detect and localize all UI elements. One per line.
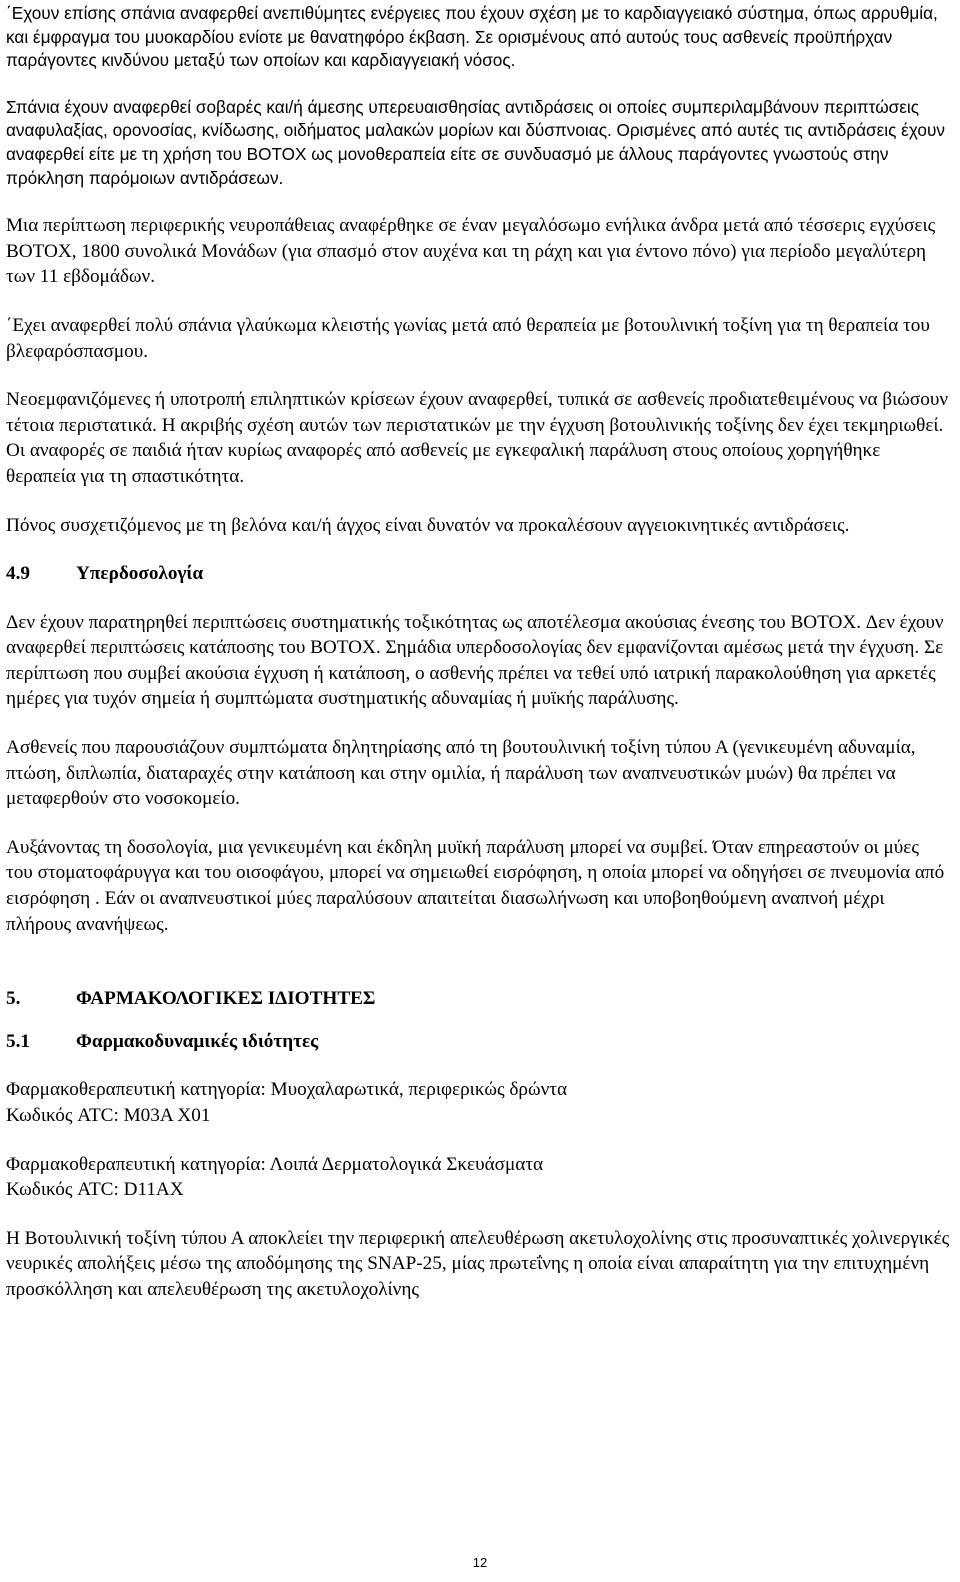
paragraph-needle-pain: Πόνος συσχετιζόμενος με τη βελόνα και/ή άγχος είναι δυνατόν να προκαλέσουν αγγειοκινητικές αντιδράσεις.	[6, 514, 850, 536]
section-heading-5-1	[6, 1029, 950, 1055]
section-title: ΦΑΡΜΑΚΟΛΟΓΙΚΕΣ ΙΔΙΟΤΗΤΕΣ	[76, 988, 376, 1010]
paragraph-dosage-increase: Αυξάνοντας τη δοσολογία, μια γενικευμένη και έκδηλη μυϊκή παράλυση μπορεί να συμβεί. Όταν επηρεαστούν οι μύες του στοματοφάρυγγα και του οισοφάγου, μπορεί να σημειωθεί εισρόφηση, η οποία μπορεί να οδηγήσει σε πνευμονία από εισρόφηση . Εάν οι αναπνευστικοί μύες παραλύσουν απαιτείται διασωλήνωση και υποβοηθούμενη αναπνοή μέχρι πλήρους ανανήψεως.	[6, 836, 945, 935]
section-number: 5.1	[6, 1030, 30, 1052]
pharmacotherapeutic-group: Φαρμακοθεραπευτική κατηγορία: Λοιπά Δερματολογικά Σκευάσματα	[6, 1153, 544, 1175]
paragraph-poisoning-symptoms: Ασθενείς που παρουσιάζουν συμπτώματα δηλητηρίασης από τη βουτουλινική τοξίνη τύπου Α (γενικευμένη αδυναμία, πτώση, διπλωπία, διαταραχές στην κατάποση και στην ομιλία, ή παράλυση των αναπνευστικών μυών) θα πρέπει να μεταφερθούν στο νοσοκομείο.	[6, 737, 916, 810]
paragraph-hypersensitivity: Σπάνια έχουν αναφερθεί σοβαρές και/ή άμεσης υπερευαισθησίας αντιδράσεις οι οποίες συμπεριλαμβάνουν περιπτώσεις αναφυλαξίας, ορονοσίας, κνίδωσης, οιδήματος μαλακών μορίων και δύσπνοιας. Ορισμένες από αυτές τις αντιδράσεις έχουν αναφερθεί είτε με τη χρήση του BOTOX ως μονοθεραπεία είτε σε συνδυασμό με άλλους παράγοντες γνωστούς στην πρόκληση παρόμοιων αντιδράσεων.	[6, 96, 945, 188]
atc-code: Κωδικός ATC: D11AX	[6, 1179, 184, 1201]
paragraph-neuropathy: Μια περίπτωση περιφερικής νευροπάθειας αναφέρθηκε σε έναν μεγαλόσωμο ενήλικα άνδρα μετά από τέσσερις εγχύσεις BOTOX, 1800 συνολικά Μονάδων (για σπασμό στον αυχένα και τη ράχη και για έντονο πόνο) για περίοδο μεγαλύτερη των 11 εβδομάδων.	[6, 215, 936, 288]
section-number: 4.9	[6, 563, 30, 585]
section-title: Υπερδοσολογία	[76, 563, 204, 585]
atc-code: Κωδικός ATC: M03A X01	[6, 1105, 211, 1126]
pharmacotherapeutic-group: Φαρμακοθεραπευτική κατηγορία: Μυοχαλαρωτικά, περιφερικώς δρώντα	[6, 1079, 568, 1101]
paragraph-cardiovascular: ΄Εχουν επίσης σπάνια αναφερθεί ανεπιθύμητες ενέργειες που έχουν σχέση με το καρδιαγγειακό σύστημα, όπως αρρυθμία, και έμφραγμα του μυοκαρδίου ενίοτε με θανατηφόρο έκβαση. Σε ορισμένους από αυτούς τους ασθενείς προϋπήρχαν παράγοντες κινδύνου μεταξύ των οποίων και καρδιαγγειακή νόσος.	[6, 3, 938, 71]
document-page	[6, 2, 950, 1303]
paragraph-seizures: Νεοεμφανιζόμενες ή υποτροπή επιληπτικών κρίσεων έχουν αναφερθεί, τυπικά σε ασθενείς προδιατεθειμένους να βιώσουν τέτοια περιστατικά. Η ακριβής σχέση αυτών των περιστατικών με την έγχυση βοτουλινικής τοξίνης δεν έχει τεκμηριωθεί. Οι αναφορές σε παιδιά ήταν κυρίως αναφορές από ασθενείς με εγκεφαλική παράλυση στους οποίους χορηγήθηκε θεραπεία για τη σπαστικότητα.	[6, 389, 949, 487]
paragraph-overdose: Δεν έχουν παρατηρηθεί περιπτώσεις συστηματικής τοξικότητας ως αποτέλεσμα ακούσιας ένεσης του BOTOX. Δεν έχουν αναφερθεί περιπτώσεις κατάποσης του BOTOX. Σημάδια υπερδοσολογίας δεν εμφανίζονται αμέσως μετά την έγχυση. Σε περίπτωση που συμβεί ακούσια έγχυση ή κατάποση, ο ασθενής πρέπει να τεθεί υπό ιατρική παρακολούθηση για αρκετές ημέρες για τυχόν σημεία ή συμπτώματα συστηματικής αδυναμίας ή μυϊκής παράλυσης.	[6, 611, 944, 710]
atc-block-dermatological	[6, 1152, 950, 1203]
section-number: 5.	[6, 988, 21, 1010]
page-number: 12	[472, 1555, 488, 1570]
section-heading-4-9	[6, 561, 950, 587]
paragraph-glaucoma: ΄Εχει αναφερθεί πολύ σπάνια γλαύκωμα κλειστής γωνίας μετά από θεραπεία με βοτουλινική τοξίνη για τη θεραπεία του βλεφαρόσπασμου.	[6, 314, 930, 362]
section-title: Φαρμακοδυναμικές ιδιότητες	[76, 1030, 319, 1052]
section-heading-5	[6, 986, 950, 1012]
paragraph-mechanism: Η Βοτουλινική τοξίνη τύπου Α αποκλείει την περιφερική απελευθέρωση ακετυλοχολίνης στις προσυναπτικές χολινεργικές νευρικές απολήξεις μέσω της αποδόμησης της SNAP-25, μίας πρωτεΐνης η οποία είναι απαραίτητη για την επιτυχημένη προσκόλληση και απελευθέρωση της ακετυλοχολίνης	[6, 1227, 950, 1300]
atc-block-muscle-relaxants	[6, 1077, 950, 1128]
